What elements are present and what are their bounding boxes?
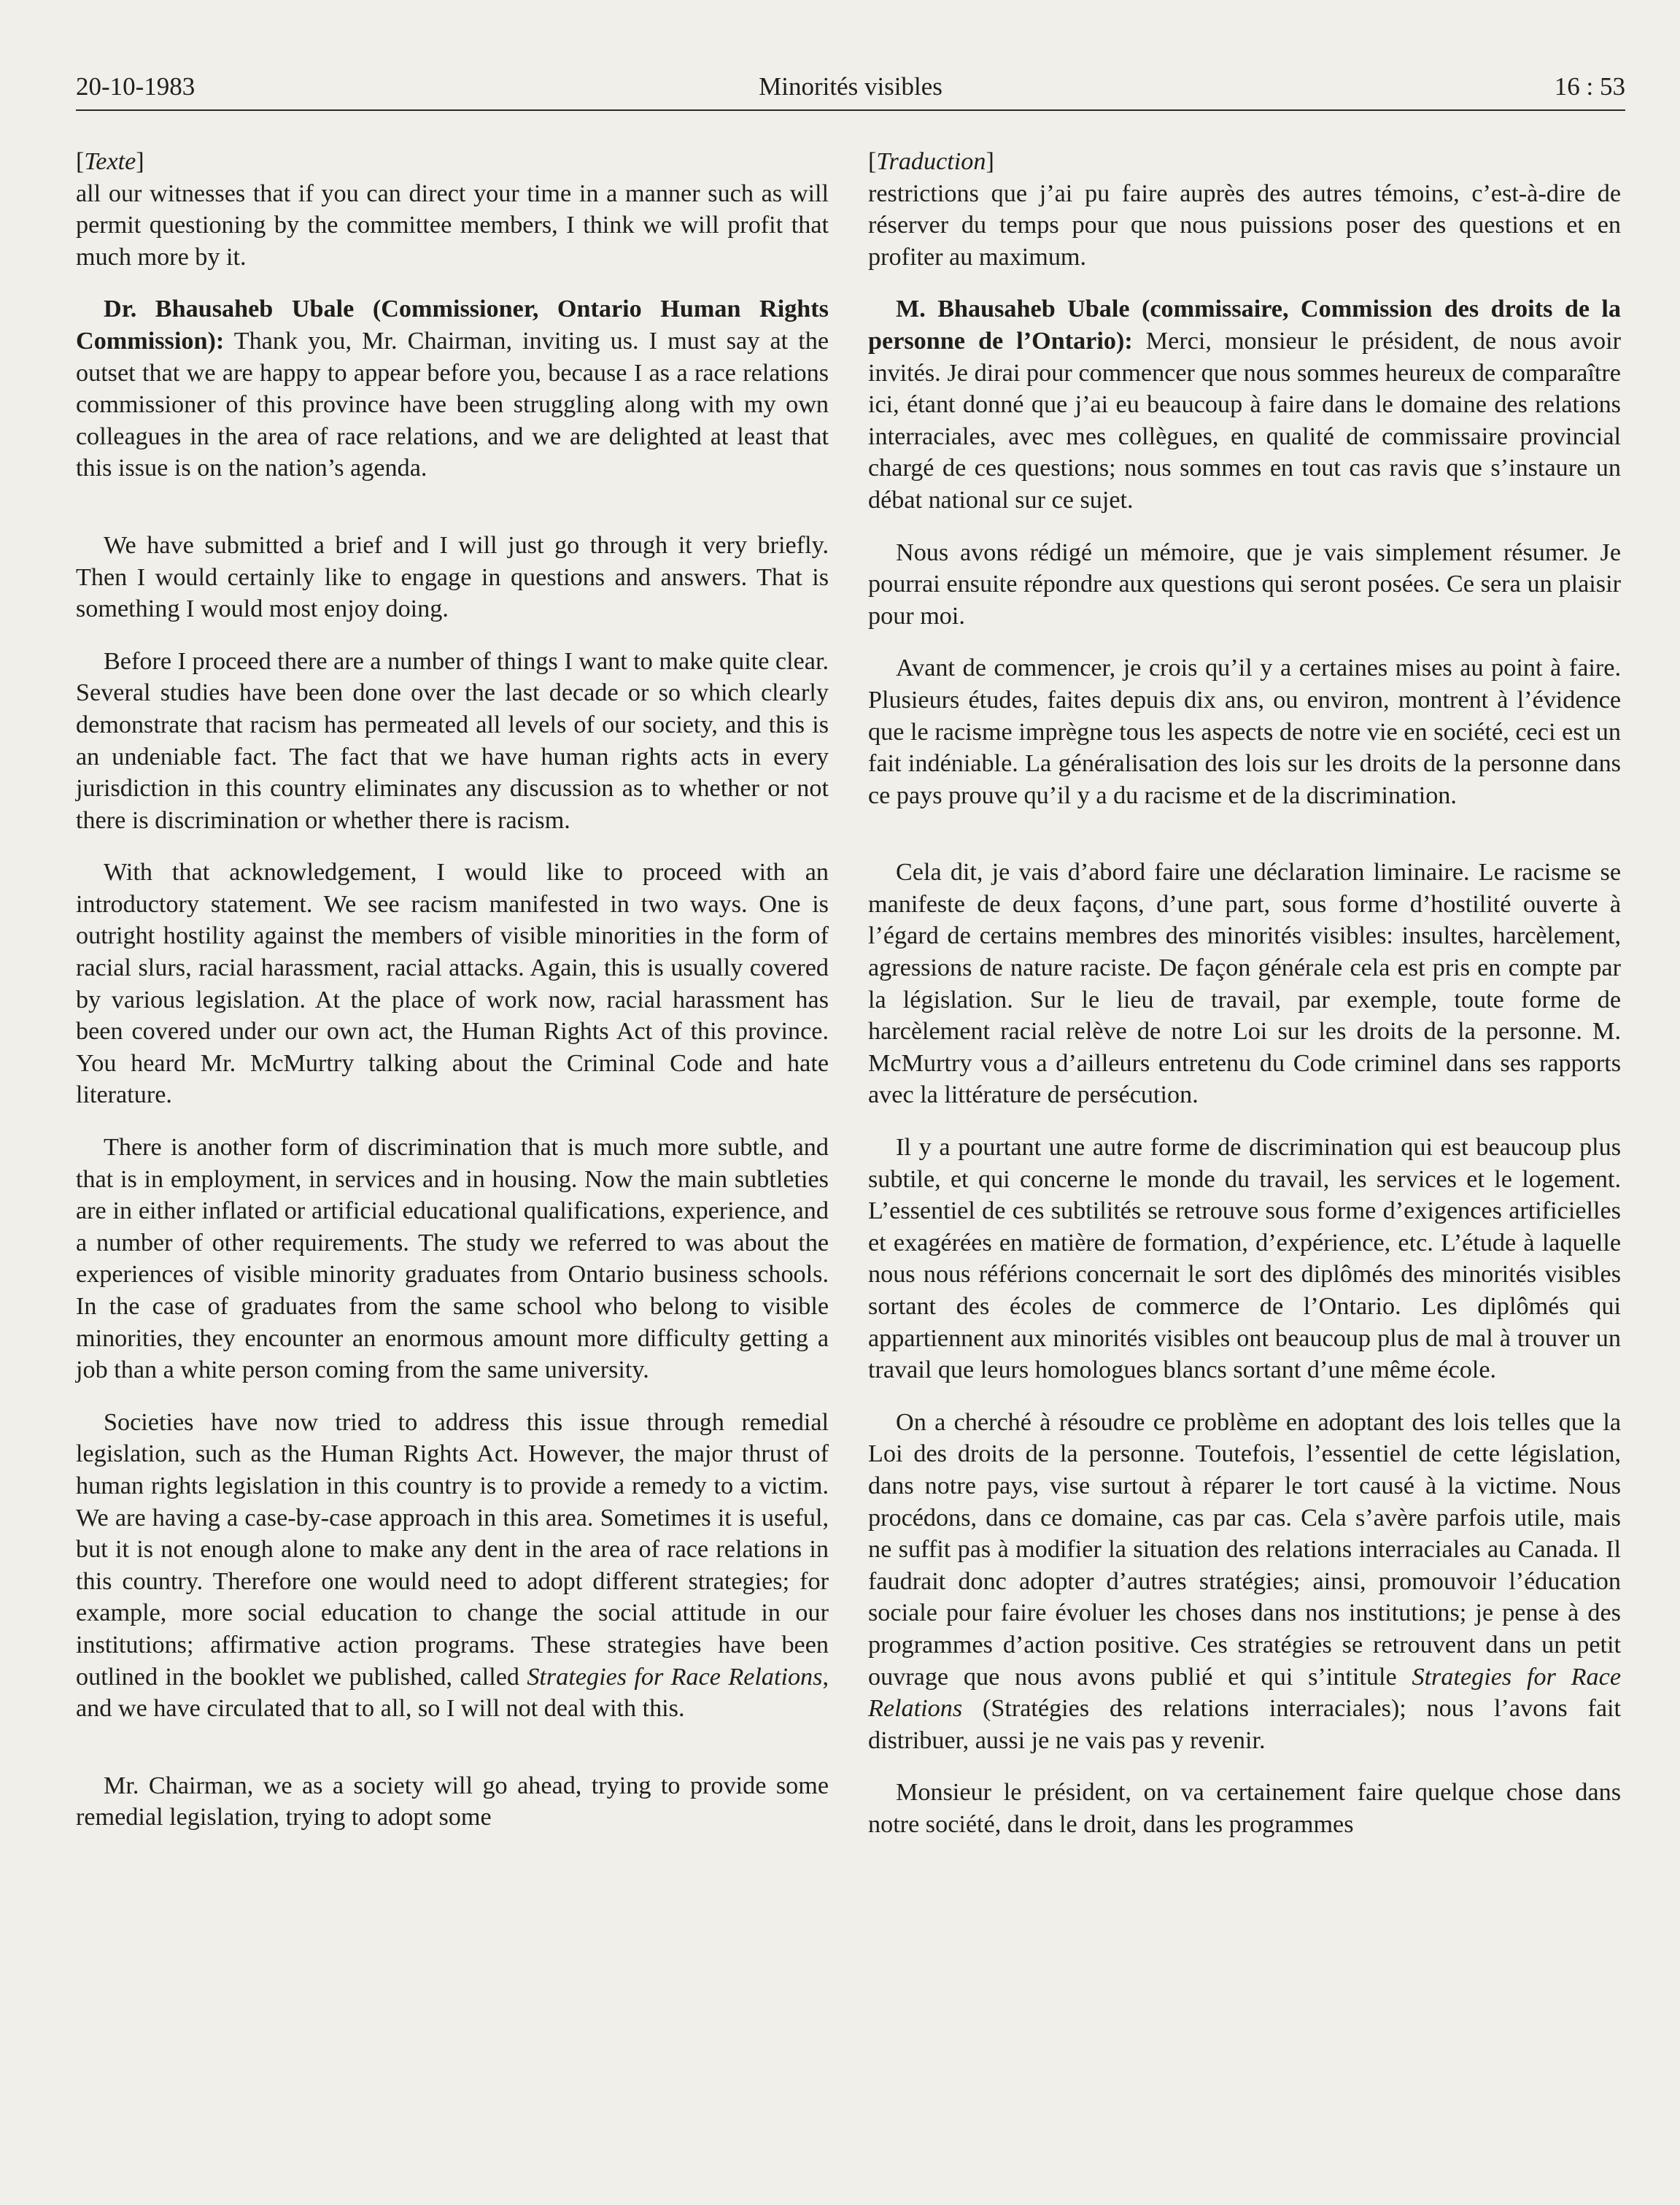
paragraph: There is another form of discrimination that is much more subtle, and that is in employment, in services and in housing. Now the main subtleties are in either inflated or artificial educational qualifications, experience, and a number of other requirements. The study we referred to was about the experiences of visible minority graduates from Ontario business schools. In the case of graduates from the same school who belong to visible minorities, they encounter an enormous amount more difficulty getting a job than a white person coming from the same university.: [76, 1134, 829, 1384]
text-marker: [Texte]: [76, 148, 144, 175]
paragraph: Mr. Chairman, we as a society will go ahead, trying to provide some remedial legislation, trying to adopt some: [76, 1772, 829, 1831]
speaker-name: M. Bhausaheb Ubale (commissaire, Commission des droits de la personne de l’Ontario):: [868, 296, 1621, 355]
header-title: Minorités visibles: [759, 72, 942, 101]
paragraph: Before I proceed there are a number of things I want to make quite clear. Several studies have been done over the last decade or so which clearly demonstrate that racism has permeated all levels of our society, and this is an undeniable fact. The fact that we have human rights acts in every jurisdiction in this country eliminates any discussion as to whether or not there is discrimination or whether there is racism.: [76, 647, 829, 834]
paragraph: all our witnesses that if you can direct your time in a manner such as will permit questioning by the committee members, I think we will profit that much more by it.: [76, 179, 829, 271]
speaker-paragraph: M. Bhausaheb Ubale (commissaire, Commission des droits de la personne de l’Ontario): Merci, monsieur le président, de nous avoir invités. Je dirai pour commencer que nous sommes heureux de comparaître ici, étant donné que j’ai eu beaucoup à faire dans le domaine des relations interraciales, avec mes collègues, en qualité de commissaire provincial chargé de ces questions; nous sommes en tout cas ravis que s’instaure un débat national sur ce sujet.: [868, 296, 1621, 514]
speaker-name: Dr. Bhausaheb Ubale (Commissioner, Ontario Human Rights Commission):: [76, 296, 829, 355]
booklet-title: Strategies for Race Relations: [868, 1663, 1621, 1723]
right-column-french: [868, 146, 1621, 1841]
running-header: [76, 70, 1625, 111]
speaker-paragraph: Dr. Bhausaheb Ubale (Commissioner, Ontario Human Rights Commission): Thank you, Mr. Chairman, inviting us. I must say at the outset that we are happy to appear before you, because I as a race relations commissioner of this province have been struggling along with my own colleagues in the area of race relations, and we are delighted at least that this issue is on the nation’s agenda.: [76, 296, 829, 482]
paragraph: Nous avons rédigé un mémoire, que je vais simplement résumer. Je pourrai ensuite répondre aux questions qui seront posées. Ce sera un plaisir pour moi.: [868, 538, 1621, 630]
header-date: 20-10-1983: [76, 72, 196, 101]
paragraph: Cela dit, je vais d’abord faire une déclaration liminaire. Le racisme se manifeste de deux façons, d’une part, sous forme d’hostilité ouverte à l’égard de certains membres des minorités visibles: insultes, harcèlement, agressions de nature raciste. De façon générale cela est pris en compte par la législation. Sur le lieu de travail, par exemple, toute forme de harcèlement racial relève de notre Loi sur les droits de la personne. M. McMurtry vous a d’ailleurs entretenu du Code criminel dans ses rapports avec la littérature de persécution.: [868, 859, 1621, 1109]
paragraph: Avant de commencer, je crois qu’il y a certaines mises au point à faire. Plusieurs études, faites depuis dix ans, ou environ, montrent à l’évidence que le racisme imprègne tous les aspects de notre vie en société, ceci est un fait indéniable. La généralisation des lois sur les droits de la personne dans ce pays prouve qu’il y a du racisme et de la discrimination.: [868, 654, 1621, 809]
paragraph: Societies have now tried to address this issue through remedial legislation, such as the Human Rights Act. However, the major thrust of human rights legislation in this country is to provide a remedy to a victim. We are having a case-by-case approach in this area. Sometimes it is useful, but it is not enough alone to make any dent in the area of race relations in this country. Therefore one would need to adopt different strategies; for example, more social education to change the social attitude in our institutions; affirmative action programs. These strategies have been outlined in the booklet we published, called Strategies for Race Relations, and we have circulated that to all, so I will not deal with this.: [76, 1408, 829, 1723]
paragraph: Il y a pourtant une autre forme de discrimination qui est beaucoup plus subtile, et qui concerne le monde du travail, les services et le logement. L’essentiel de ces subtilités se retrouve sous forme d’exigences artificielles et exagérées en matière de formation, d’expérience, etc. L’étude à laquelle nous nous référions concernait le sort des diplômés des minorités visibles sortant des écoles de commerce de l’Ontario. Les diplômés qui appartiennent aux minorités visibles ont beaucoup plus de mal à trouver un travail que leurs homologues blancs sortant d’une même école.: [868, 1134, 1621, 1384]
paragraph: restrictions que j’ai pu faire auprès des autres témoins, c’est-à-dire de réserver du temps pour que nous puissions poser des questions et en profiter au maximum.: [868, 179, 1621, 271]
left-column-english: [76, 146, 829, 1834]
paragraph: We have submitted a brief and I will just go through it very briefly. Then I would certainly like to engage in questions and answers. That is something I would most enjoy doing.: [76, 531, 829, 623]
paragraph: With that acknowledgement, I would like to proceed with an introductory statement. We see racism manifested in two ways. One is outright hostility against the members of visible minorities in the form of racial slurs, racial harassment, racial attacks. Again, this is usually covered by various legislation. At the place of work now, racial harassment has been covered under our own act, the Human Rights Act of this province. You heard Mr. McMurtry talking about the Criminal Code and hate literature.: [76, 859, 829, 1109]
header-page-number: 16 : 53: [1554, 72, 1625, 101]
paragraph: On a cherché à résoudre ce problème en adoptant des lois telles que la Loi des droits de la personne. Toutefois, l’essentiel de cette législation, dans notre pays, vise surtout à réparer le tort causé à la victime. Nous procédons, dans ce domaine, cas par cas. Cela s’avère parfois utile, mais ne suffit pas à modifier la situation des relations interraciales au Canada. Il faudrait donc adopter d’autres stratégies; ainsi, promouvoir l’éducation sociale pour faire évoluer les choses dans nos institutions; je pense à des programmes d’action positive. Ces stratégies se retrouvent dans un petit ouvrage que nous avons publié et qui s’intitule Strategies for Race Relations (Stratégies des relations interraciales); nous l’avons fait distribuer, aussi je ne vais pas y revenir.: [868, 1408, 1621, 1754]
paragraph: Monsieur le président, on va certainement faire quelque chose dans notre société, dans le droit, dans les programmes: [868, 1779, 1621, 1838]
translation-marker: [Traduction]: [868, 148, 994, 175]
booklet-title: Strategies for Race Relations: [527, 1663, 823, 1691]
